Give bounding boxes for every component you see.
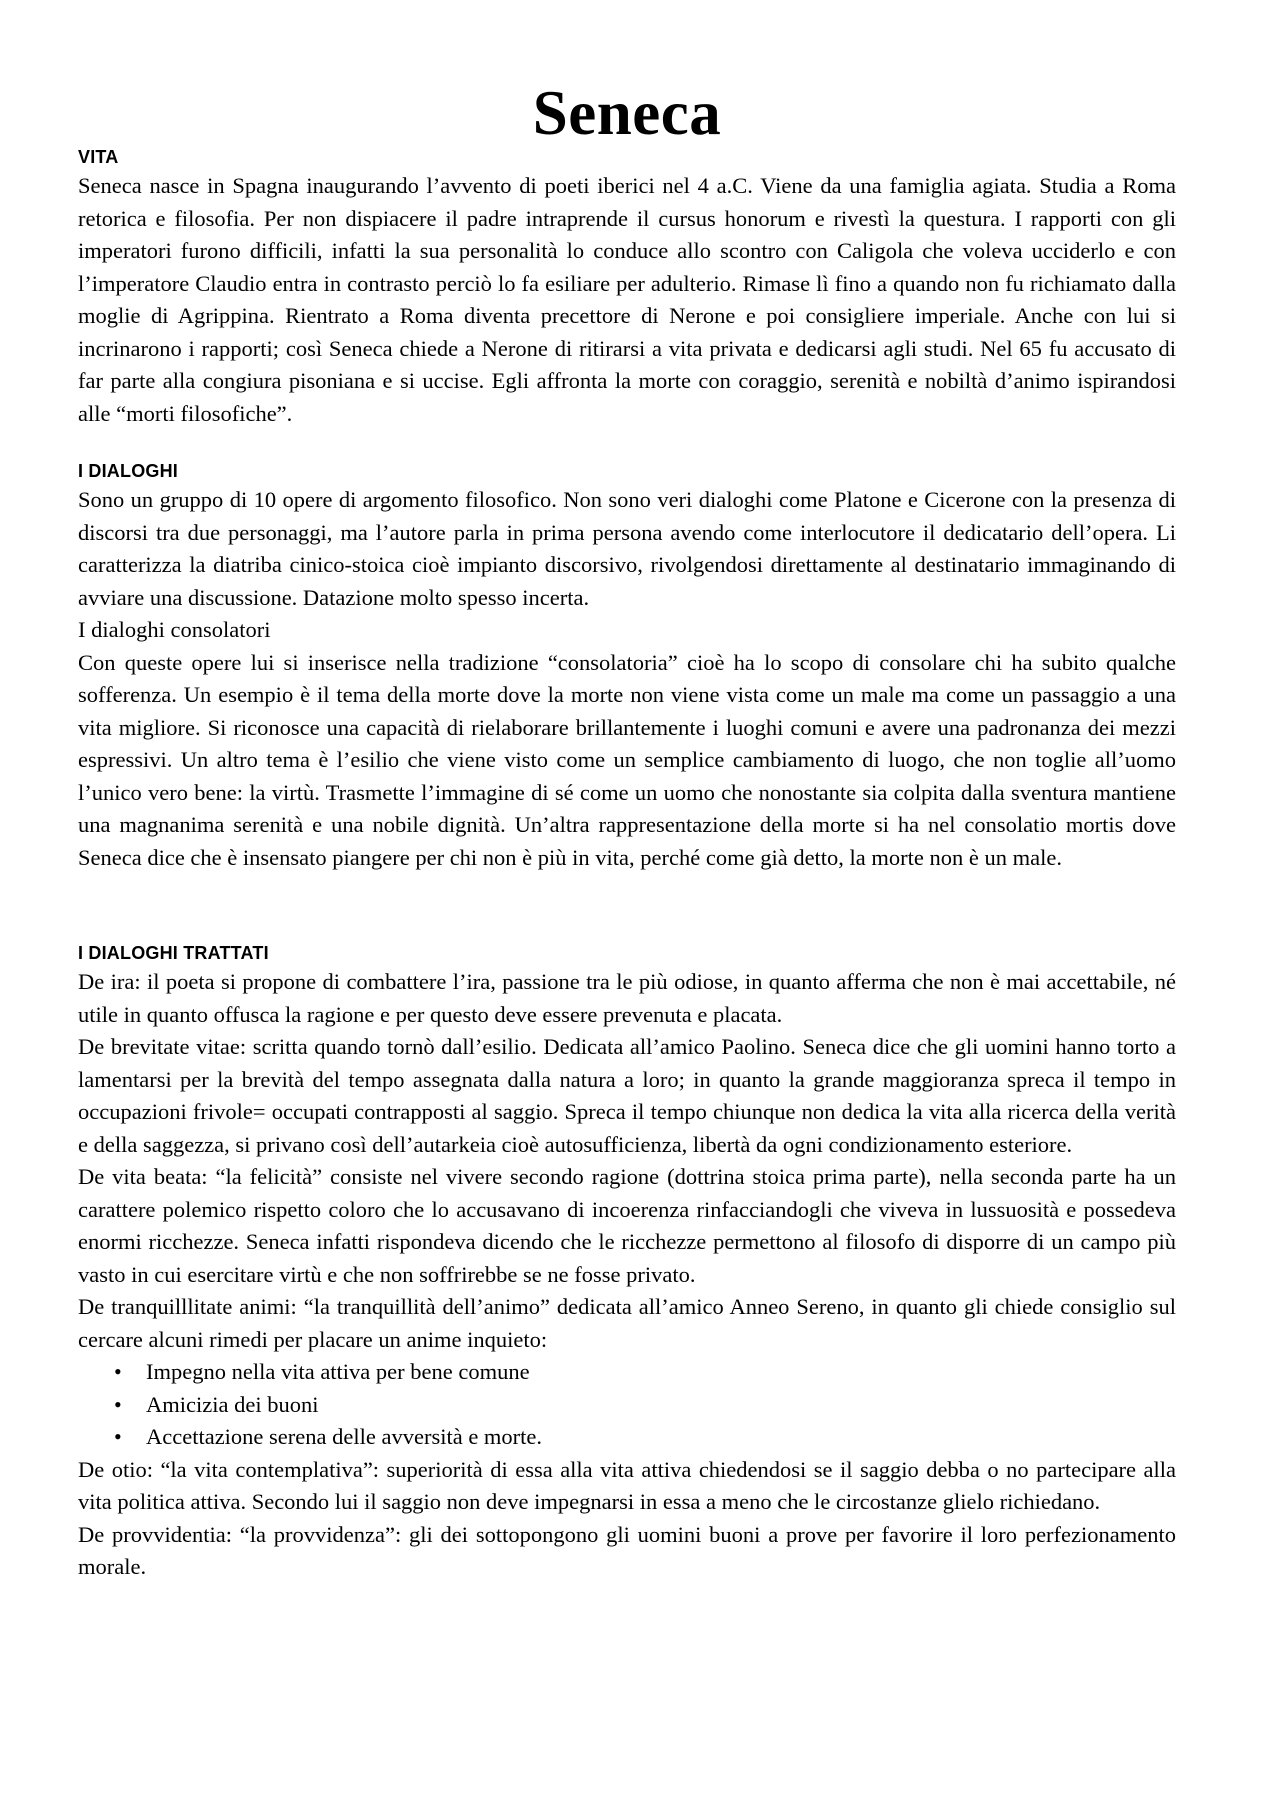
list-item-text: Impegno nella vita attiva per bene comune <box>146 1359 530 1384</box>
list-item-text: Accettazione serena delle avversità e morte. <box>146 1424 543 1449</box>
section-dialoghi <box>78 460 1176 874</box>
bullet-icon: • <box>114 1424 122 1449</box>
de-vita-beata-paragraph: De vita beata: “la felicità” consiste nel vivere secondo ragione (dottrina stoica prima parte), nella seconda parte ha un carattere polemico rispetto coloro che lo accusavano di incoerenza rinfacciandogli che viveva in lussuosità e possedeva enormi ricchezze. Seneca infatti rispondeva dicendo che le ricchezze permettono al filosofo di disporre di un campo più vasto in cui esercitare virtù e che non soffrirebbe se ne fosse privato. <box>78 1164 1176 1287</box>
list-item <box>114 1389 1176 1422</box>
tranquillitate-remedies-list <box>78 1356 1176 1454</box>
section-heading-vita: VITA <box>78 147 119 167</box>
page-title: Seneca <box>532 78 722 148</box>
list-item <box>114 1356 1176 1389</box>
de-otio-paragraph: De otio: “la vita contemplativa”: superiorità di essa alla vita attiva chiedendosi se il saggio debba o no partecipare alla vita politica attiva. Secondo lui il saggio non deve impegnarsi in essa a meno che le circostanze glielo richiedano. <box>78 1456 1176 1514</box>
list-item <box>114 1421 1176 1454</box>
section-vita <box>78 146 1176 430</box>
dialoghi-intro-paragraph: Sono un gruppo di 10 opere di argomento filosofico. Non sono veri dialoghi come Platone e Cicerone con la presenza di discorsi tra due personaggi, ma l’autore parla in prima persona avendo come interlocutore il dedicatario dell’opera. Li caratterizza la diatriba cinico-stoica cioè impianto discorsivo, rivolgendosi direttamente al destinatario immaginando di avviare una discussione. Datazione molto spesso incerta. <box>78 487 1176 610</box>
bullet-icon: • <box>114 1391 122 1417</box>
section-trattati <box>78 942 1176 1584</box>
section-heading-trattati: I DIALOGHI TRATTATI <box>78 943 269 963</box>
dialoghi-consolatori-subheading: I dialoghi consolatori <box>78 617 271 642</box>
de-tranquillitate-paragraph: De tranquilllitate animi: “la tranquillità dell’animo” dedicata all’amico Anneo Sereno, in quanto gli chiede consiglio sul cercare alcuni rimedi per placare un anime inquieto: <box>78 1294 1176 1352</box>
list-item-text: Amicizia dei buoni <box>146 1391 319 1417</box>
vita-paragraph: Seneca nasce in Spagna inaugurando l’avvento di poeti iberici nel 4 a.C. Viene da una famiglia agiata. Studia a Roma retorica e filosofia. Per non dispiacere il padre intraprende il cursus honorum e rivestì la questura. I rapporti con gli imperatori furono difficili, infatti la sua personalità lo conduce allo scontro con Caligola che voleva ucciderlo e con l’imperatore Claudio entra in contrasto perciò lo fa esiliare per adulterio. Rimase lì fino a quando non fu richiamato dalla moglie di Agrippina. Rientrato a Roma diventa precettore di Nerone e poi consigliere imperiale. Anche con lui si incrinarono i rapporti; così Seneca chiede a Nerone di ritirarsi a vita privata e dedicarsi agli studi. Nel 65 fu accusato di far parte alla congiura pisoniana e si uccise. Egli affronta la morte con coraggio, serenità e nobiltà d’animo ispirandosi alle “morti filosofiche”. <box>78 173 1176 426</box>
dialoghi-consolatori-paragraph: Con queste opere lui si inserisce nella tradizione “consolatoria” cioè ha lo scopo di consolare chi ha subito qualche sofferenza. Un esempio è il tema della morte dove la morte non viene vista come un male ma come un passaggio a una vita migliore. Si riconosce una capacità di rielaborare brillantemente i luoghi comuni e avere una padronanza dei mezzi espressivi. Un altro tema è l’esilio che viene visto come un semplice cambiamento di luogo, che non toglie all’uomo l’unico vero bene: la virtù. Trasmette l’immagine di sé come un uomo che nonostante sia colpita dalla sventura mantiene una magnanima serenità e una nobile dignità. Un’altra rappresentazione della morte si ha nel consolatio mortis dove Seneca dice che è insensato piangere per chi non è più in vita, perché come già detto, la morte non è un male. <box>78 649 1176 870</box>
section-heading-dialoghi: I DIALOGHI <box>78 461 178 481</box>
de-brevitate-vitae-paragraph: De brevitate vitae: scritta quando tornò dall’esilio. Dedicata all’amico Paolino. Seneca dice che gli uomini hanno torto a lamentarsi per la brevità del tempo assegnata dalla natura a loro; in quanto la grande maggioranza spreca il tempo in occupazioni frivole= occupati contrapposti al saggio. Spreca il tempo chiunque non dedica la vita alla ricerca della verità e della saggezza, si privano così dell’autarkeia cioè autosufficienza, libertà da ogni condizionamento esteriore. <box>78 1034 1176 1157</box>
de-ira-paragraph: De ira: il poeta si propone di combattere l’ira, passione tra le più odiose, in quanto afferma che non è mai accettabile, né utile in quanto offusca la ragione e per questo deve essere prevenuta e placata. <box>78 969 1176 1027</box>
de-providentia-paragraph: De provvidentia: “la provvidenza”: gli dei sottopongono gli uomini buoni a prove per favorire il loro perfezionamento morale. <box>78 1521 1176 1579</box>
bullet-icon: • <box>114 1359 122 1384</box>
